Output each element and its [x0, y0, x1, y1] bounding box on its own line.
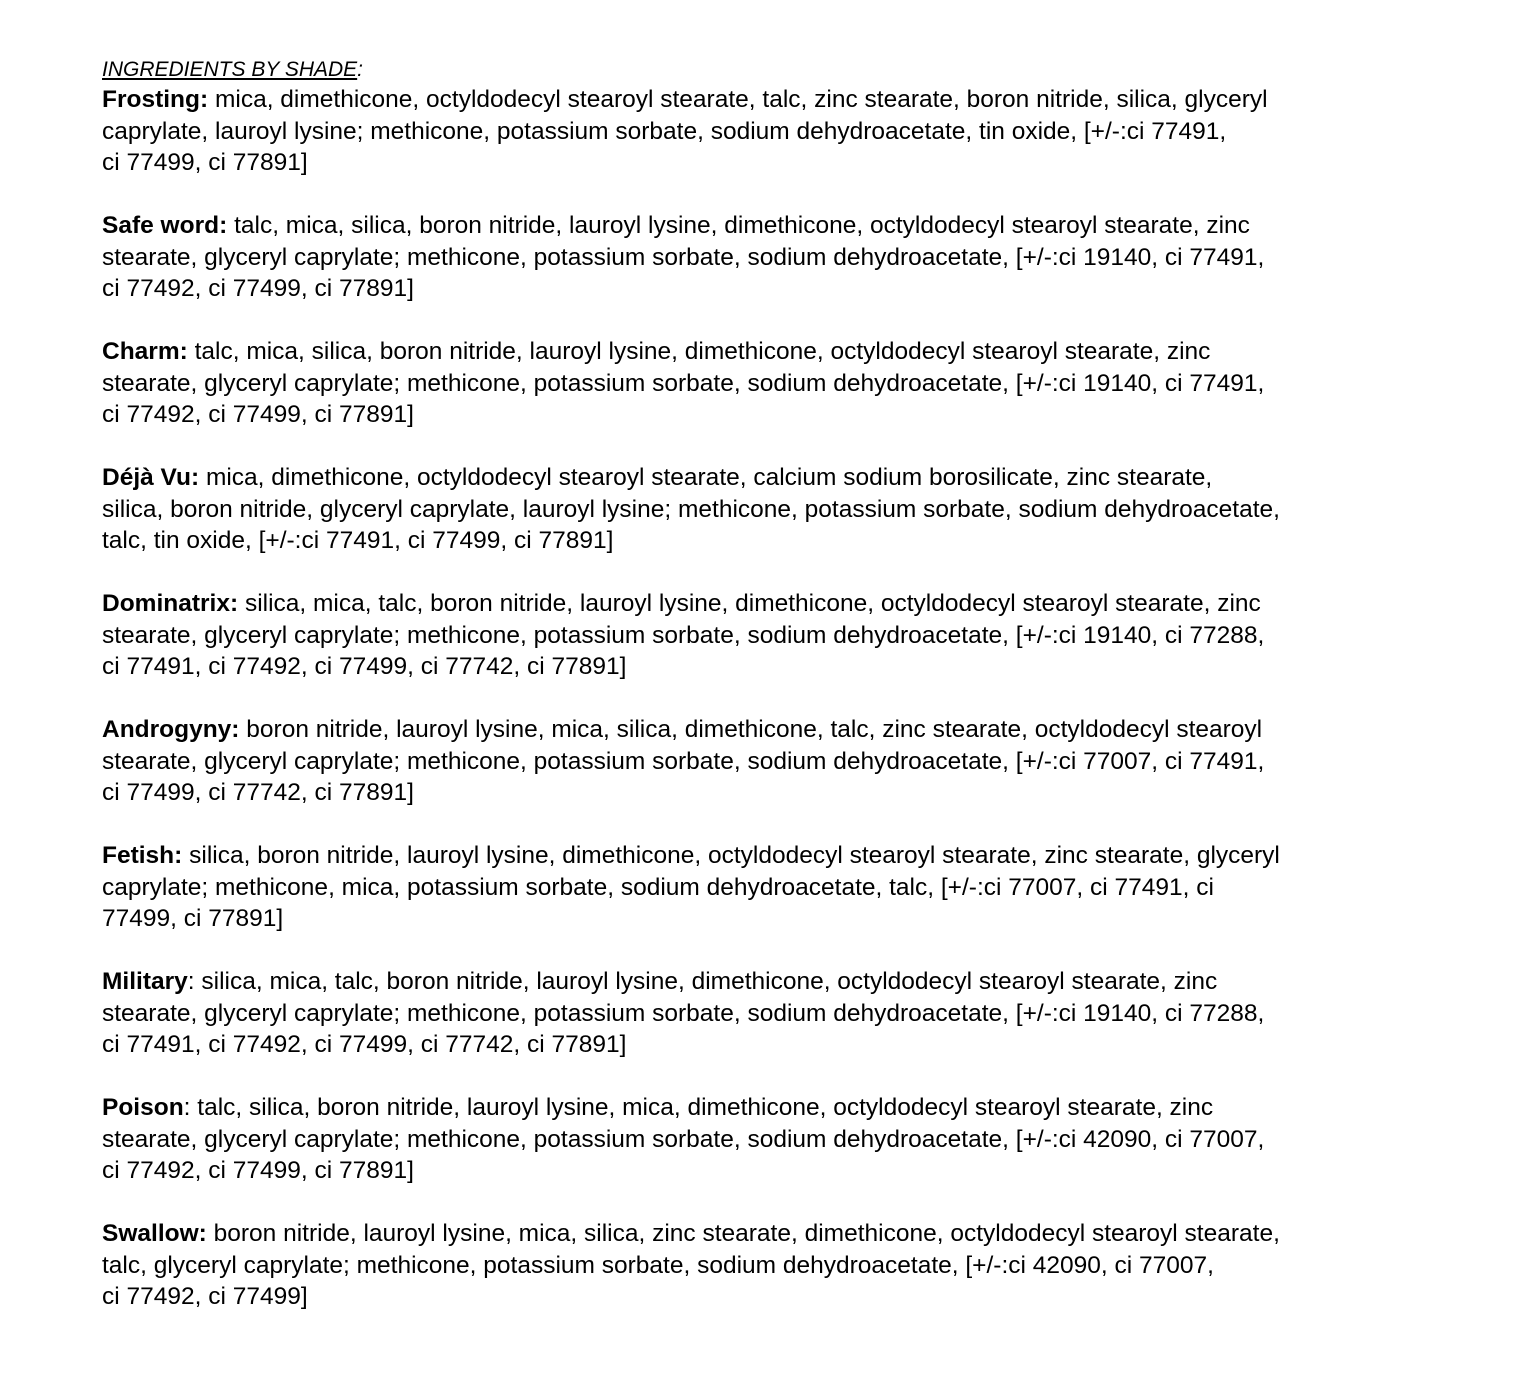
- ingredient-text: talc, mica, silica, boron nitride, lauroyl lysine, dimethicone, octyldodecyl stearoyl stearate, zinc: [234, 212, 1250, 239]
- entry-line-3: ci 77491, ci 77492, ci 77499, ci 77742, ci 77891]: [102, 653, 627, 680]
- entry-line-3: ci 77492, ci 77499, ci 77891]: [102, 401, 414, 428]
- entry-line-2: stearate, glyceryl caprylate; methicone, potassium sorbate, sodium dehydroacetate, [+/-:ci 77007, ci 77491,: [102, 747, 1265, 775]
- shade-name: Dominatrix:: [102, 590, 239, 617]
- entry-line-2: silica, boron nitride, glyceryl caprylate, lauroyl lysine; methicone, potassium sorbate, sodium dehydroacetate,: [102, 495, 1280, 523]
- shade-name: Déjà Vu:: [102, 464, 200, 491]
- ingredient-text: silica, mica, talc, boron nitride, lauroyl lysine, dimethicone, octyldodecyl stearoyl stearate, zinc: [244, 590, 1261, 617]
- shade-name: Charm:: [102, 338, 188, 365]
- ingredient-entry-swallow: [102, 1218, 1428, 1344]
- ingredient-entry-fetish: [102, 840, 1428, 966]
- shade-name: Fetish:: [102, 842, 183, 869]
- shade-name: Military: [102, 968, 188, 995]
- section-heading: [102, 57, 363, 83]
- shade-name: Frosting:: [102, 86, 209, 113]
- entry-line-3: ci 77499, ci 77891]: [102, 149, 308, 176]
- entry-line-3: ci 77492, ci 77499]: [102, 1283, 308, 1310]
- section-heading-colon: :: [357, 58, 364, 81]
- ingredient-text: boron nitride, lauroyl lysine, mica, silica, dimethicone, talc, zinc stearate, octyldodecyl stearoyl: [246, 716, 1263, 743]
- ingredient-entry-frosting: [102, 84, 1428, 210]
- entry-line-1: [102, 840, 1428, 872]
- ingredient-text: talc, mica, silica, boron nitride, lauroyl lysine, dimethicone, octyldodecyl stearoyl stearate, zinc: [194, 338, 1211, 365]
- ingredient-text: silica, boron nitride, lauroyl lysine, dimethicone, octyldodecyl stearoyl stearate, zinc stearate, glyceryl: [189, 842, 1280, 869]
- entry-line-2: stearate, glyceryl caprylate; methicone, potassium sorbate, sodium dehydroacetate, [+/-:ci 19140, ci 77491,: [102, 369, 1265, 397]
- shade-name: Safe word:: [102, 212, 228, 239]
- ingredient-text: boron nitride, lauroyl lysine, mica, silica, zinc stearate, dimethicone, octyldodecyl stearoyl stearate,: [213, 1220, 1280, 1247]
- ingredient-text: : talc, silica, boron nitride, lauroyl lysine, mica, dimethicone, octyldodecyl stearoyl stearate, zinc: [183, 1094, 1214, 1121]
- ingredient-entry-deja-vu: [102, 462, 1428, 588]
- entry-line-3: 77499, ci 77891]: [102, 905, 284, 932]
- shade-name: Swallow:: [102, 1220, 207, 1247]
- entry-line-2: caprylate, lauroyl lysine; methicone, potassium sorbate, sodium dehydroacetate, tin oxide, [+/-:ci 77491,: [102, 117, 1227, 145]
- entry-line-3: ci 77492, ci 77499, ci 77891]: [102, 1157, 414, 1184]
- entry-line-2: talc, glyceryl caprylate; methicone, potassium sorbate, sodium dehydroacetate, [+/-:ci 42090, ci 77007,: [102, 1251, 1214, 1279]
- ingredient-entry-androgyny: [102, 714, 1428, 840]
- entry-line-2: stearate, glyceryl caprylate; methicone, potassium sorbate, sodium dehydroacetate, [+/-:ci 19140, ci 77288,: [102, 621, 1265, 649]
- entry-line-1: [102, 84, 1428, 116]
- entry-line-1: [102, 966, 1428, 998]
- entry-line-3: talc, tin oxide, [+/-:ci 77491, ci 77499, ci 77891]: [102, 527, 614, 554]
- entry-line-3: ci 77491, ci 77492, ci 77499, ci 77742, ci 77891]: [102, 1031, 627, 1058]
- ingredient-text: mica, dimethicone, octyldodecyl stearoyl stearate, calcium sodium borosilicate, zinc stearate,: [205, 464, 1213, 491]
- shade-name: Androgyny:: [102, 716, 240, 743]
- ingredient-entry-charm: [102, 336, 1428, 462]
- entry-line-1: [102, 588, 1428, 620]
- entry-line-1: [102, 1092, 1428, 1124]
- entry-line-3: ci 77499, ci 77742, ci 77891]: [102, 779, 414, 806]
- ingredient-list: [102, 84, 1428, 1344]
- section-heading-label: INGREDIENTS BY SHADE: [102, 58, 358, 81]
- entry-line-1: [102, 1218, 1428, 1250]
- ingredient-entry-poison: [102, 1092, 1428, 1218]
- entry-line-1: [102, 462, 1428, 494]
- entry-line-2: caprylate; methicone, mica, potassium sorbate, sodium dehydroacetate, talc, [+/-:ci 77007, ci 77491, ci: [102, 873, 1214, 901]
- entry-line-2: stearate, glyceryl caprylate; methicone, potassium sorbate, sodium dehydroacetate, [+/-:ci 19140, ci 77288,: [102, 999, 1265, 1027]
- entry-line-3: ci 77492, ci 77499, ci 77891]: [102, 275, 414, 302]
- entry-line-1: [102, 210, 1428, 242]
- entry-line-2: stearate, glyceryl caprylate; methicone, potassium sorbate, sodium dehydroacetate, [+/-:ci 42090, ci 77007,: [102, 1125, 1265, 1153]
- ingredient-text: mica, dimethicone, octyldodecyl stearoyl stearate, talc, zinc stearate, boron nitride, silica, glyceryl: [214, 86, 1268, 113]
- ingredient-entry-safe-word: [102, 210, 1428, 336]
- ingredient-entry-dominatrix: [102, 588, 1428, 714]
- shade-name: Poison: [102, 1094, 184, 1121]
- entry-line-2: stearate, glyceryl caprylate; methicone, potassium sorbate, sodium dehydroacetate, [+/-:ci 19140, ci 77491,: [102, 243, 1265, 271]
- ingredient-text: : silica, mica, talc, boron nitride, lauroyl lysine, dimethicone, octyldodecyl stearoyl stearate, zinc: [187, 968, 1218, 995]
- entry-line-1: [102, 336, 1428, 368]
- entry-line-1: [102, 714, 1428, 746]
- ingredient-entry-military: [102, 966, 1428, 1092]
